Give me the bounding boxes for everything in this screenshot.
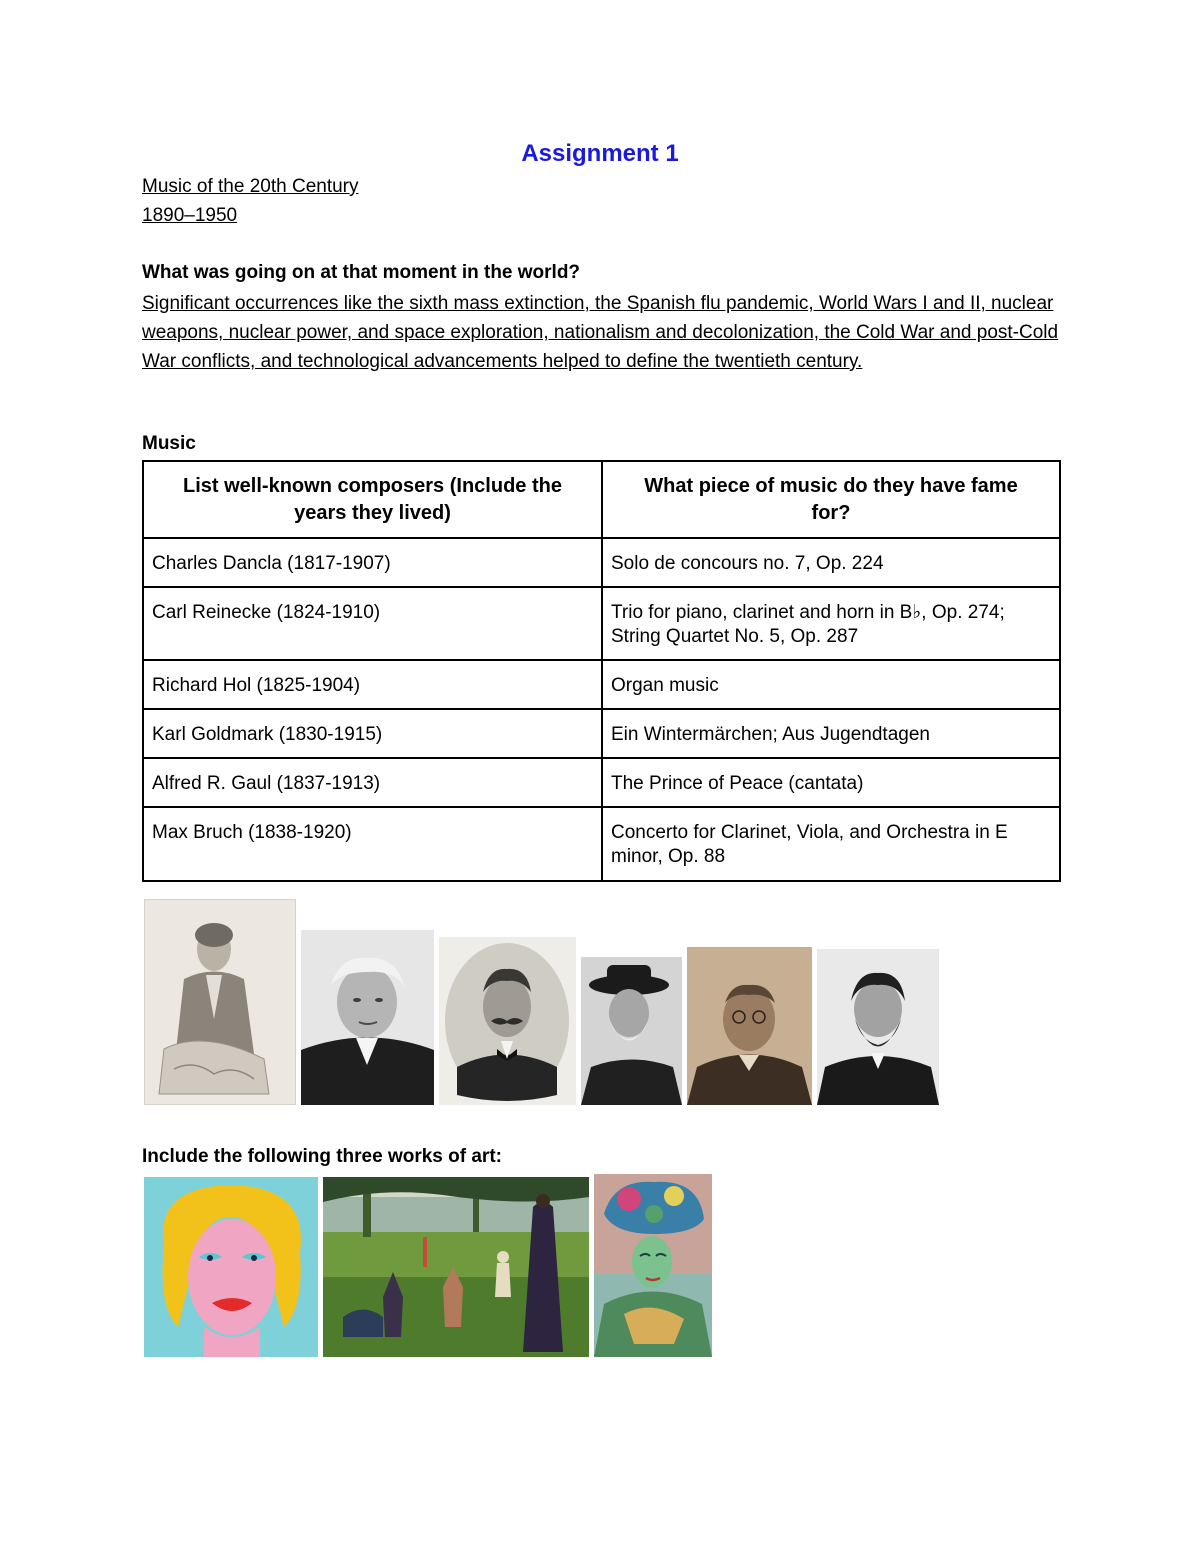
music-heading: Music [142, 433, 196, 454]
question-answer: Significant occurrences like the sixth mass extinction, the Spanish flu pandemic, World Wars I and II, nuclear weapons, nuclear power, and space exploration, nationalism and decolonization, the Cold War and post-Cold War conflicts, and technological advancements helped to define the twentieth century. [142, 293, 1059, 372]
portrait-sepia-glasses [687, 947, 812, 1105]
composer-cell: Karl Goldmark (1830-1915) [143, 709, 602, 758]
portrait-white-hair [301, 930, 434, 1105]
pop-art-portrait [144, 1177, 318, 1357]
portrait-dark-beard [817, 949, 939, 1105]
table-header-row [143, 461, 1060, 538]
table-row [143, 660, 1060, 709]
table-row [143, 709, 1060, 758]
composer-cell: Max Bruch (1838-1920) [143, 807, 602, 881]
table-row [143, 538, 1060, 587]
work-cell: The Prince of Peace (cantata) [602, 758, 1060, 807]
table-row [143, 807, 1060, 881]
composer-cell: Charles Dancla (1817-1907) [143, 538, 602, 587]
composer-cell: Richard Hol (1825-1904) [143, 660, 602, 709]
portrait-engraving-mustache [439, 937, 576, 1105]
table-row [143, 587, 1060, 660]
art-heading: Include the following three works of art: [142, 1146, 502, 1167]
question-heading: What was going on at that moment in the world? [142, 262, 581, 283]
subtitle: Music of the 20th Century [142, 176, 359, 197]
pointillist-park-scene [323, 1177, 589, 1357]
work-cell: Trio for piano, clarinet and horn in B♭, Op. 274; String Quartet No. 5, Op. 287 [602, 587, 1060, 660]
portrait-sketch [144, 899, 296, 1105]
work-column-header: What piece of music do they have fame for? [602, 461, 1060, 538]
work-cell: Concerto for Clarinet, Viola, and Orchestra in E minor, Op. 88 [602, 807, 1060, 881]
year-range: 1890–1950 [142, 205, 238, 226]
work-cell: Solo de concours no. 7, Op. 224 [602, 538, 1060, 587]
composer-cell: Alfred R. Gaul (1837-1913) [143, 758, 602, 807]
composer-cell: Carl Reinecke (1824-1910) [143, 587, 602, 660]
composers-table [142, 460, 1061, 882]
table-row [143, 758, 1060, 807]
composer-column-header: List well-known composers (Include the years they lived) [143, 461, 602, 538]
portrait-hat-beard [581, 957, 682, 1105]
page-title: Assignment 1 [521, 140, 679, 167]
work-cell: Ein Wintermärchen; Aus Jugendtagen [602, 709, 1060, 758]
fauvist-woman-with-hat [594, 1174, 712, 1357]
work-cell: Organ music [602, 660, 1060, 709]
